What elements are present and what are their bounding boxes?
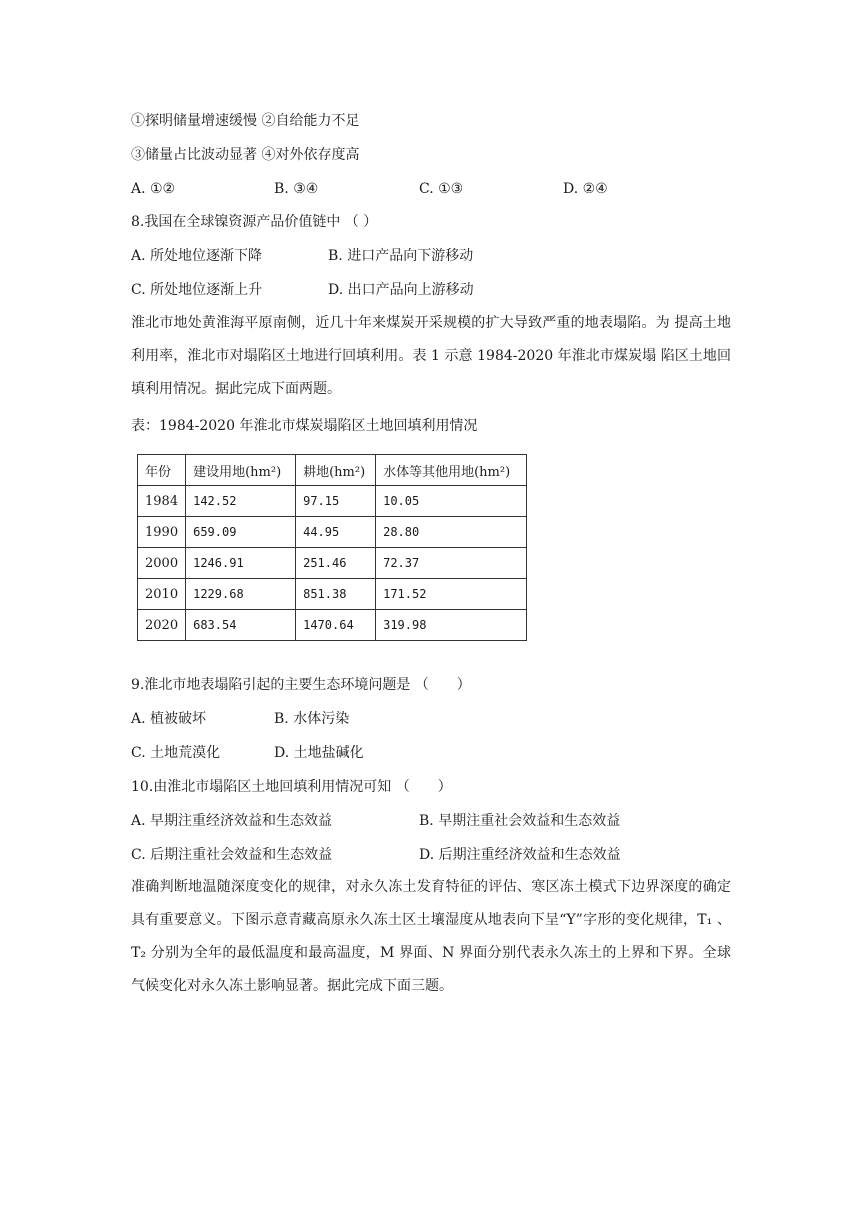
q10-option-b[interactable]: B. 早期注重社会效益和生态效益 xyxy=(419,813,621,829)
land-use-table xyxy=(137,454,527,641)
table-row xyxy=(138,548,527,579)
q10-option-c[interactable]: C. 后期注重社会效益和生态效益 xyxy=(131,847,333,863)
header-year: 年份 xyxy=(138,455,186,486)
cell-water-other: 28.80 xyxy=(376,517,527,548)
q7-option-d[interactable]: D. ②④ xyxy=(563,181,608,197)
cell-water-other: 10.05 xyxy=(376,486,527,517)
table-header-row xyxy=(138,455,527,486)
cell-construction: 659.09 xyxy=(186,517,296,548)
header-farmland: 耕地(hm²) xyxy=(296,455,376,486)
q7-statement-line-1: ①探明储量增速缓慢 ②自给能力不足 xyxy=(131,113,360,129)
q10-option-d[interactable]: D. 后期注重经济效益和生态效益 xyxy=(419,847,621,863)
header-construction-land: 建设用地(hm²) xyxy=(186,455,296,486)
cell-year: 1984 xyxy=(138,486,186,517)
q9-option-c[interactable]: C. 土地荒漠化 xyxy=(131,745,221,761)
q9-option-d[interactable]: D. 土地盐碱化 xyxy=(274,745,364,761)
table-caption: 表：1984-2020 年淮北市煤炭塌陷区土地回填利用情况 xyxy=(131,418,478,434)
q7-option-c[interactable]: C. ①③ xyxy=(419,181,464,197)
cell-farmland: 851.38 xyxy=(296,579,376,610)
cell-construction: 1229.68 xyxy=(186,579,296,610)
cell-construction: 142.52 xyxy=(186,486,296,517)
cell-farmland: 97.15 xyxy=(296,486,376,517)
q9-option-a[interactable]: A. 植被破坏 xyxy=(131,711,207,727)
cell-year: 2010 xyxy=(138,579,186,610)
q7-statement-line-2: ③储量占比波动显著 ④对外依存度高 xyxy=(131,147,360,163)
q7-option-a[interactable]: A. ①② xyxy=(131,181,176,197)
cell-farmland: 44.95 xyxy=(296,517,376,548)
cell-farmland: 251.46 xyxy=(296,548,376,579)
q8-option-a[interactable]: A. 所处地位逐渐下降 xyxy=(131,248,263,264)
q7-option-b[interactable]: B. ③④ xyxy=(274,181,319,197)
cell-construction: 683.54 xyxy=(186,610,296,641)
q9-option-b[interactable]: B. 水体污染 xyxy=(274,711,350,727)
cell-year: 1990 xyxy=(138,517,186,548)
cell-water-other: 72.37 xyxy=(376,548,527,579)
q8-option-b[interactable]: B. 进口产品向下游移动 xyxy=(328,248,474,264)
cell-water-other: 171.52 xyxy=(376,579,527,610)
q8-option-d[interactable]: D. 出口产品向上游移动 xyxy=(328,282,474,298)
table-row xyxy=(138,579,527,610)
cell-water-other: 319.98 xyxy=(376,610,527,641)
cell-farmland: 1470.64 xyxy=(296,610,376,641)
q10-stem: 10.由淮北市塌陷区土地回填利用情况可知 （ ） xyxy=(131,779,452,795)
cell-year: 2000 xyxy=(138,548,186,579)
table-row xyxy=(138,517,527,548)
passage-permafrost: 准确判断地温随深度变化的规律，对永久冻土发育特征的评估、寒区冻土模式下边界深度的确定具有重要意义。下图示意青藏高原永久冻土区土壤湿度从地表向下呈“Y”字形的变化规律，T₁ 、T₂ 分别为全年的最低温度和最高温度，M 界面、N 界面分别代表永久冻土的上界和下界。全球气候变化对永久冻土影响显著。据此完成下面三题。 xyxy=(131,879,731,994)
q8-option-c[interactable]: C. 所处地位逐渐上升 xyxy=(131,282,263,298)
passage-huaibei: 淮北市地处黄淮海平原南侧，近几十年来煤炭开采规模的扩大导致严重的地表塌陷。为 提高土地利用率，淮北市对塌陷区土地进行回填利用。表 1 示意 1984-2020 年淮北市煤炭塌 陷区土地回填利用情况。据此完成下面两题。 xyxy=(131,315,731,397)
header-water-other: 水体等其他用地(hm²) xyxy=(376,455,527,486)
cell-construction: 1246.91 xyxy=(186,548,296,579)
table-row xyxy=(138,486,527,517)
q8-stem: 8.我国在全球镍资源产品价值链中 （ ） xyxy=(131,214,378,230)
q10-option-a[interactable]: A. 早期注重经济效益和生态效益 xyxy=(131,813,333,829)
table-row xyxy=(138,610,527,641)
q9-stem: 9.淮北市地表塌陷引起的主要生态环境问题是 （ ） xyxy=(131,677,471,693)
cell-year: 2020 xyxy=(138,610,186,641)
